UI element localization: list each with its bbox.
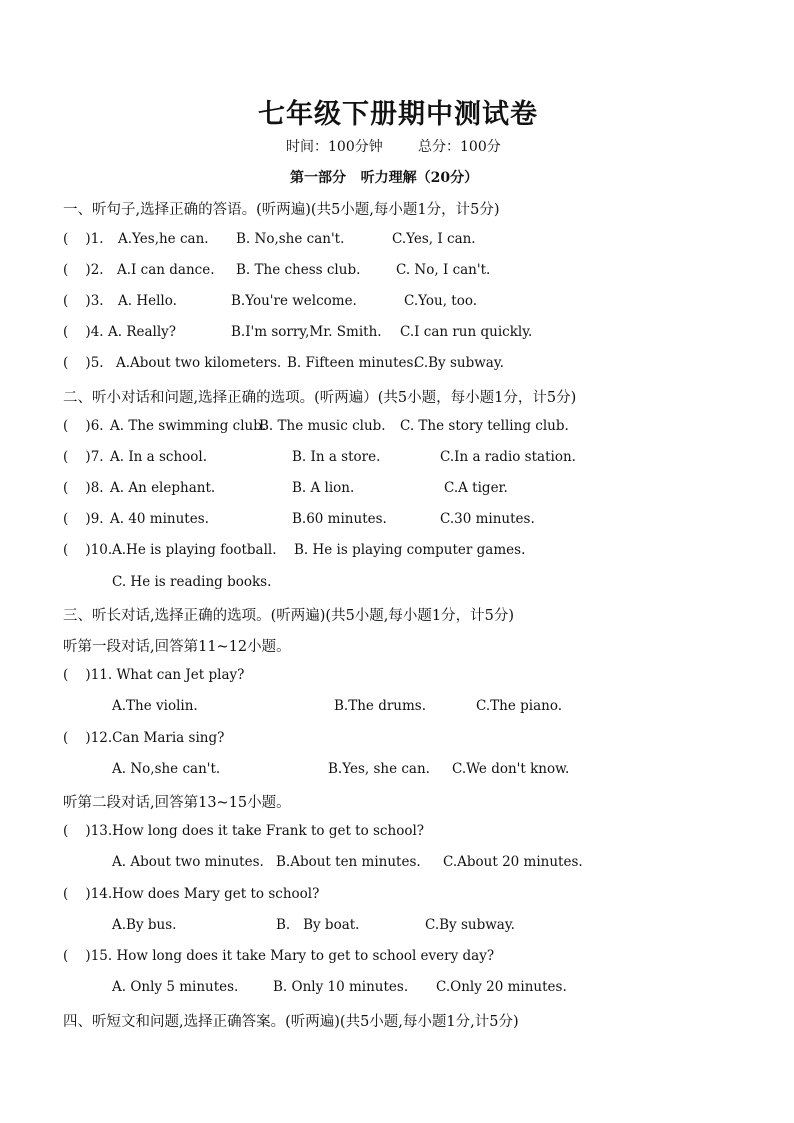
question-stem: ( )11. What can Jet play? [63,667,245,683]
option-b: B. By boat. [276,917,360,933]
section-4-heading: 四、听短文和问题,选择正确答案。(听两遍)(共5小题,每小题1分,计5分) [63,1014,519,1030]
option-b: B.About ten minutes. [276,854,421,870]
option-b: B. The music club. [259,418,386,434]
section-3-heading: 三、听长对话,选择正确的选项。(听两遍)(共5小题,每小题1分，计5分) [63,608,515,624]
question-number: ( )10. [63,542,113,558]
section-1-heading: 一、听句子,选择正确的答语。(听两遍)(共5小题,每小题1分，计5分) [63,202,500,218]
option-c: C.The piano. [476,698,563,714]
option-c: C.About 20 minutes. [443,854,583,870]
option-a: A.By bus. [112,917,177,933]
option-c: C.A tiger. [444,480,508,496]
option-c: C.I can run quickly. [400,324,533,340]
option-a: A. About two minutes. [112,854,264,870]
option-b: B. In a store. [292,449,381,465]
question-number: ( )5. [63,355,104,371]
option-c: C.Only 20 minutes. [436,979,567,995]
option-a: A. The swimming club. [110,418,267,434]
question-number: ( )3. [63,293,104,309]
option-b: B.The drums. [334,698,427,714]
option-b: B. Only 10 minutes. [273,979,409,995]
option-a: A.I can dance. [117,262,215,278]
option-a: A.Yes,he can. [118,231,209,247]
question-number: ( )8. [63,480,104,496]
option-b: B.60 minutes. [292,511,387,527]
option-c: C.By subway. [414,355,504,371]
option-b: B.Yes, she can. [328,761,430,777]
option-c: C. He is reading books. [112,574,272,590]
option-a: A. 40 minutes. [110,511,209,527]
question-stem: ( )12.Can Maria sing? [63,730,225,746]
option-c: C.We don't know. [452,761,570,777]
question-stem: ( )13.How long does it take Frank to get to school? [63,823,424,839]
option-c: C.You, too. [404,293,478,309]
page-title: 七年级下册期中测试卷 [258,99,538,130]
question-number: ( )7. [63,449,104,465]
option-a: A.About two kilometers. [116,355,282,371]
option-b: B.You're welcome. [231,293,357,309]
part-heading: 第一部分 听力理解（20分） [290,170,479,186]
option-c: C. The story telling club. [400,418,569,434]
section-2-heading: 二、听小对话和问题,选择正确的选项。(听两遍）(共5小题，每小题1分，计5分) [63,390,577,406]
option-a: A. Only 5 minutes. [112,979,239,995]
section-3-dialogue-2: 听第二段对话,回答第13~15小题。 [63,795,291,811]
option-a: A. No,she can't. [112,761,221,777]
question-number: ( )1. [63,231,104,247]
option-a: A. An elephant. [110,480,216,496]
time-info: 时间：100分钟 [286,139,383,155]
option-b: B.I'm sorry,Mr. Smith. [231,324,382,340]
option-b: B. Fifteen minutes. [287,355,418,371]
question-number: ( )9. [63,511,104,527]
question-number: ( )6. [63,418,104,434]
option-b: B. He is playing computer games. [294,542,526,558]
option-c: C.Yes, I can. [392,231,476,247]
section-3-dialogue-1: 听第一段对话,回答第11~12小题。 [63,639,291,655]
option-a: A.The violin. [112,698,198,714]
option-a: A. In a school. [110,449,208,465]
option-c: C. No, I can't. [396,262,491,278]
option-a: A.He is playing football. [112,542,277,558]
option-a: A. Hello. [118,293,177,309]
option-c: C.30 minutes. [440,511,535,527]
option-b: B. No,she can't. [236,231,345,247]
option-b: B. The chess club. [236,262,361,278]
score-info: 总分：100分 [418,139,501,155]
question-number: ( )4. [63,324,104,340]
question-stem: ( )14.How does Mary get to school? [63,886,320,902]
question-number: ( )2. [63,262,104,278]
option-c: C.By subway. [425,917,515,933]
option-b: B. A lion. [292,480,355,496]
option-c: C.In a radio station. [440,449,576,465]
option-a: A. Really? [108,324,177,340]
question-stem: ( )15. How long does it take Mary to get to school every day? [63,948,495,964]
